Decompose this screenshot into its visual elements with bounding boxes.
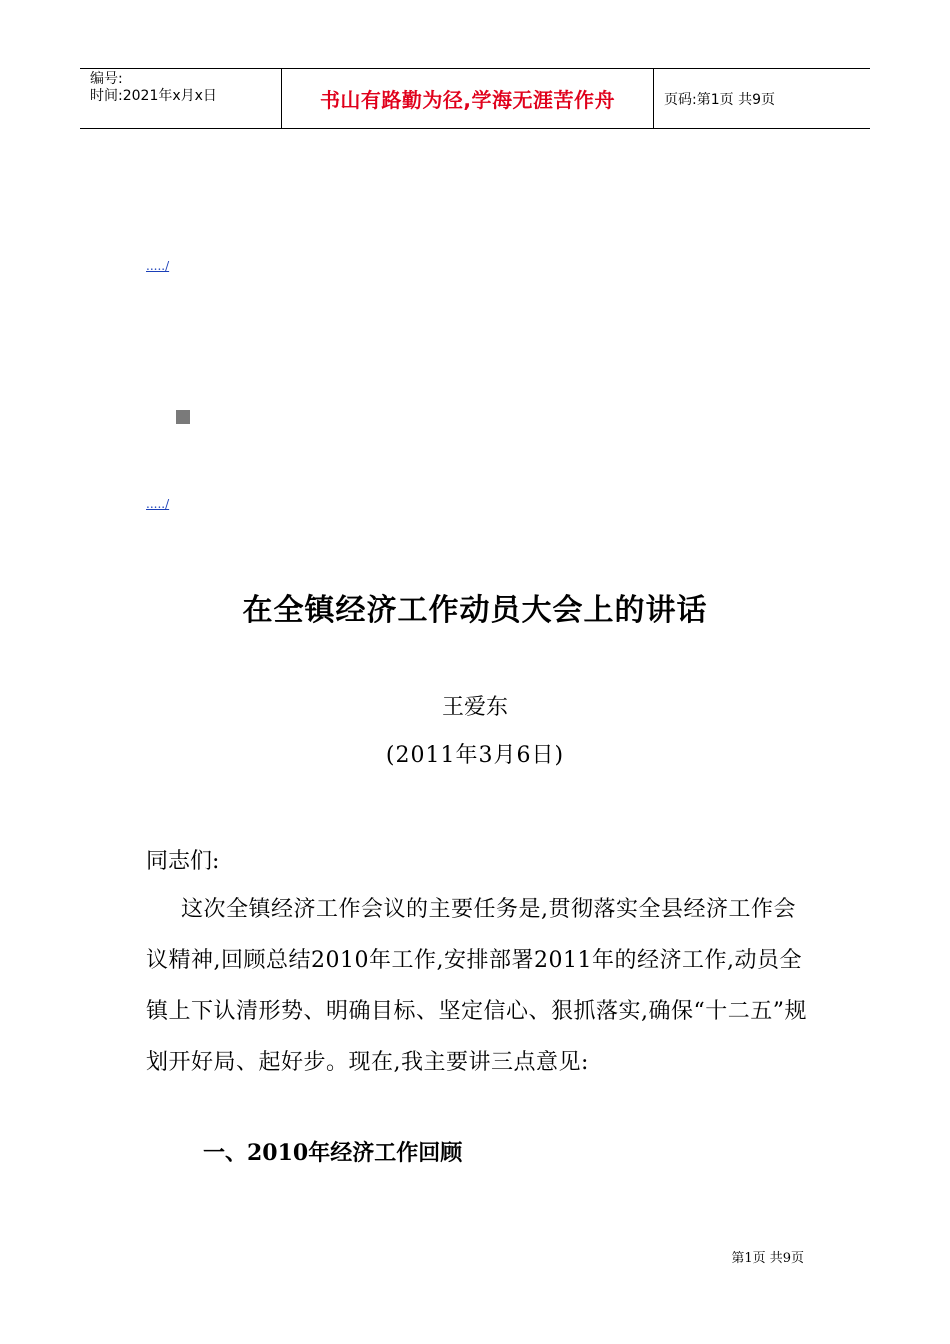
section-heading: 一、2010年经济工作回顾 <box>203 1140 463 1166</box>
salutation: 同志们: <box>146 849 220 874</box>
document-author: 王爱东 <box>441 695 508 720</box>
image-placeholder-icon <box>176 410 190 424</box>
top-link[interactable]: ...../ <box>146 259 170 273</box>
header-time-label: 时间:2021年x月x日 <box>90 88 217 104</box>
header-motto: 书山有路勤为径,学海无涯苦作舟 <box>282 69 654 128</box>
body-paragraph: 这次全镇经济工作会议的主要任务是,贯彻落实全县经济工作会议精神,回顾总结2010年工作,安排部署2011年的经济工作,动员全镇上下认清形势、明确目标、坚定信心、狠抓落实,确保“十二五”规划开好局、起好步。现在,我主要讲三点意见: <box>146 897 807 1075</box>
document-date: (2011年3月6日) <box>385 743 565 768</box>
header-page-info: 页码:第1页 共9页 <box>664 91 775 108</box>
document-title: 在全镇经济工作动员大会上的讲话 <box>242 593 708 628</box>
header-number-label: 编号: <box>90 71 123 87</box>
bottom-link[interactable]: ...../ <box>146 497 170 511</box>
document-header-table <box>80 68 870 129</box>
header-meta-cell <box>80 69 282 128</box>
footer-page-info: 第1页 共9页 <box>731 1251 804 1266</box>
